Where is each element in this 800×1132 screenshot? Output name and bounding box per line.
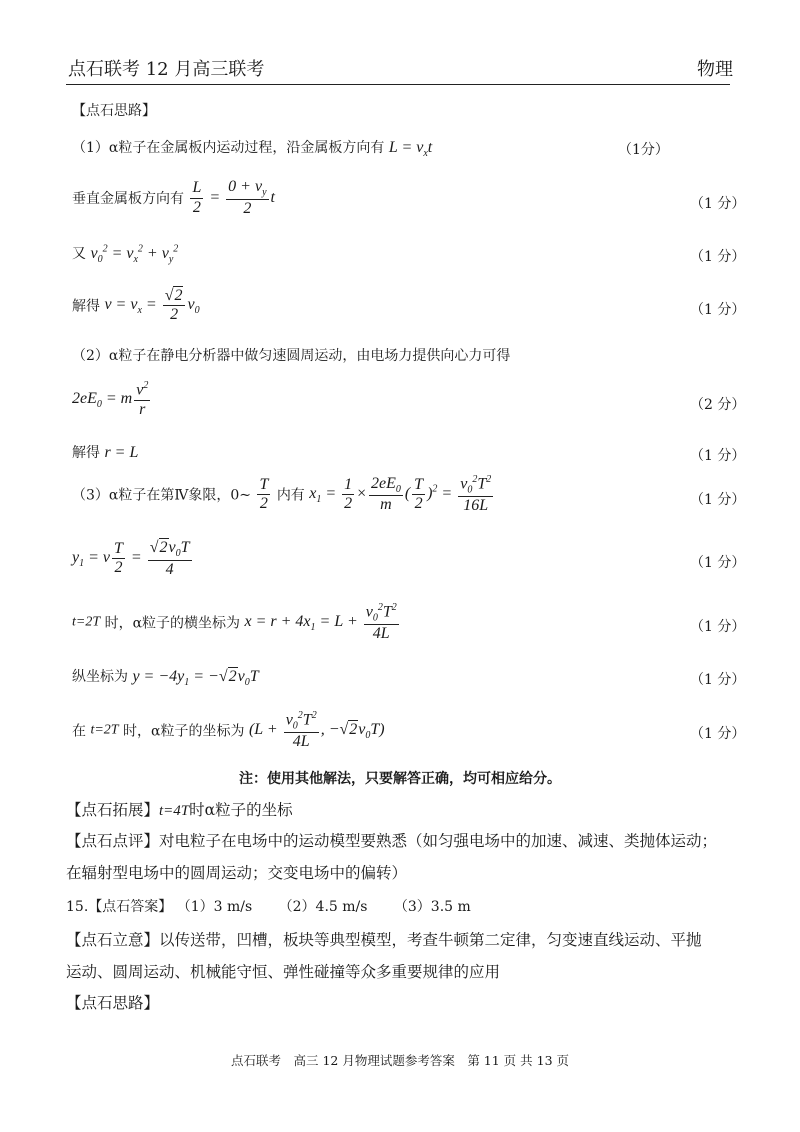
header-divider: [66, 84, 730, 85]
step-12-line: [72, 710, 385, 751]
step-11-line: [72, 666, 259, 688]
formula-vertical: $\frac{L}{2}$ = $\frac{0 + v_y}{2}$ t: [192, 178, 275, 217]
formula-y1: $y_1 = v$ $\frac{T}{2}$ = $\frac{√2v_0T}{4}$: [72, 539, 190, 578]
formula-T-half: $\frac{T}{2}$: [259, 475, 269, 513]
comment-text-2: 在辐射型电场中的圆周运动；交变电场中的偏转）: [66, 864, 408, 882]
step-11-score: （1 分）: [690, 672, 746, 688]
formula-t-2T-b: t=2T: [90, 722, 119, 738]
step-10-line: [72, 602, 401, 643]
page-footer: 点石联考 高三 12 月物理试题参考答案 第 11 页 共 13 页: [230, 1053, 570, 1068]
step-12-text-2: 时，α粒子的坐标为: [123, 723, 245, 740]
formula-r-equals-L: r = L: [104, 444, 139, 461]
expansion-label: 【点石拓展】: [66, 801, 160, 819]
formula-t-4T: t=4T: [159, 803, 190, 819]
step-11-text: 纵坐标为: [72, 669, 128, 685]
step-1-text: （1）α粒子在金属板内运动过程，沿金属板方向有: [72, 140, 385, 156]
step-4-line: [72, 286, 200, 325]
step-7-line: [72, 442, 138, 462]
q15-label: 15.【点石答案】: [66, 899, 173, 915]
step-6-line: [72, 380, 152, 419]
step-8-line: [72, 474, 495, 515]
q15-answer-1: （1）3 m/s: [176, 899, 253, 915]
q15-answer-3: （3）3.5 m: [393, 899, 471, 915]
expansion-line: [66, 798, 293, 820]
formula-coordinate: (L + $\frac{v_0^2T^2}{4L}$ , $-√2v_0T$): [248, 710, 385, 751]
header-left-title: 点石联考 12 月高三联考: [68, 59, 265, 80]
formula-2eE0: $2eE_0 = m$ $\frac{v^2}{r}$: [72, 380, 149, 418]
comment-label: 【点石点评】: [66, 832, 160, 850]
intent-label: 【点石立意】: [66, 931, 160, 949]
grading-note: 注：使用其他解法，只要解答正确，均可相应给分。: [239, 771, 561, 787]
step-3-score: （1 分）: [690, 249, 746, 265]
step-2-text: 垂直金属板方向有: [72, 191, 184, 208]
step-12-score: （1 分）: [690, 726, 746, 742]
comment-text-1: 对电粒子在电场中的运动模型要熟悉（如匀强电场中的加速、减速、类抛体运动；: [159, 832, 718, 850]
comment-line-1: [66, 829, 717, 851]
formula-v0-squared: $v_0^2 = v_x^2 + v_y^2$: [90, 243, 179, 266]
step-7-score: （1 分）: [690, 448, 746, 464]
step-8-text: （3）α粒子在第Ⅳ象限，0~: [72, 487, 251, 504]
formula-x1: $x_1$ = $\frac{1}{2}$ × $\frac{2eE_0}{m}$ ( $\frac{T}{2}$ )$^2$ = $\frac{v_0^2T^2}{16L}$: [309, 474, 492, 515]
step-10-text: 时，α粒子的横坐标为: [104, 615, 241, 632]
step-9-line: [72, 538, 194, 579]
step-12-text: 在: [72, 723, 86, 740]
formula-L-vx-t: $L = v_xt$: [388, 139, 433, 160]
q15-answer-line: [66, 896, 471, 916]
step-5-text: （2）α粒子在静电分析器中做匀速圆周运动，由电场力提供向心力可得: [72, 348, 511, 364]
step-2-score: （1 分）: [690, 196, 746, 212]
step-8-text-2: 内有: [276, 487, 305, 504]
formula-x: $x = r + 4x_1 = L$ + $\frac{v_0^2T^2}{4L}$: [244, 602, 397, 643]
step-9-score: （1 分）: [690, 555, 746, 571]
formula-y: $y = -4y_1 = -√2v_0T$: [132, 668, 259, 689]
intent-text-1: 以传送带，凹槽，板块等典型模型，考查牛顿第二定律，匀变速直线运动、平抛: [159, 931, 702, 949]
q15-answer-2: （2）4.5 m/s: [278, 899, 368, 915]
intent-text-2: 运动、圆周运动、机械能守恒、弹性碰撞等众多重要规律的应用: [66, 963, 501, 981]
step-10-score: （1 分）: [690, 619, 746, 635]
step-1-score: （1分）: [618, 142, 669, 158]
formula-t-2T: t=2T: [72, 614, 101, 630]
step-7-text: 解得: [72, 445, 100, 461]
step-3-line: [72, 243, 178, 265]
header-subject: 物理: [697, 59, 733, 80]
step-6-score: （2 分）: [690, 397, 746, 413]
section-thoughts-label: 【点石思路】: [72, 103, 156, 119]
formula-v-result: $v = v_x$ = $\frac{√2}{2}$ $v_0$: [104, 287, 200, 324]
expansion-text: 时α粒子的坐标: [189, 801, 293, 819]
section-thoughts-label-2: 【点石思路】: [66, 994, 160, 1012]
step-2-line: [72, 178, 275, 218]
intent-line-1: [66, 928, 702, 950]
step-3-text: 又: [72, 246, 86, 262]
step-4-text: 解得: [72, 298, 100, 315]
step-4-score: （1 分）: [690, 302, 746, 318]
step-1-line: [72, 137, 432, 159]
step-8-score: （1 分）: [690, 492, 746, 508]
